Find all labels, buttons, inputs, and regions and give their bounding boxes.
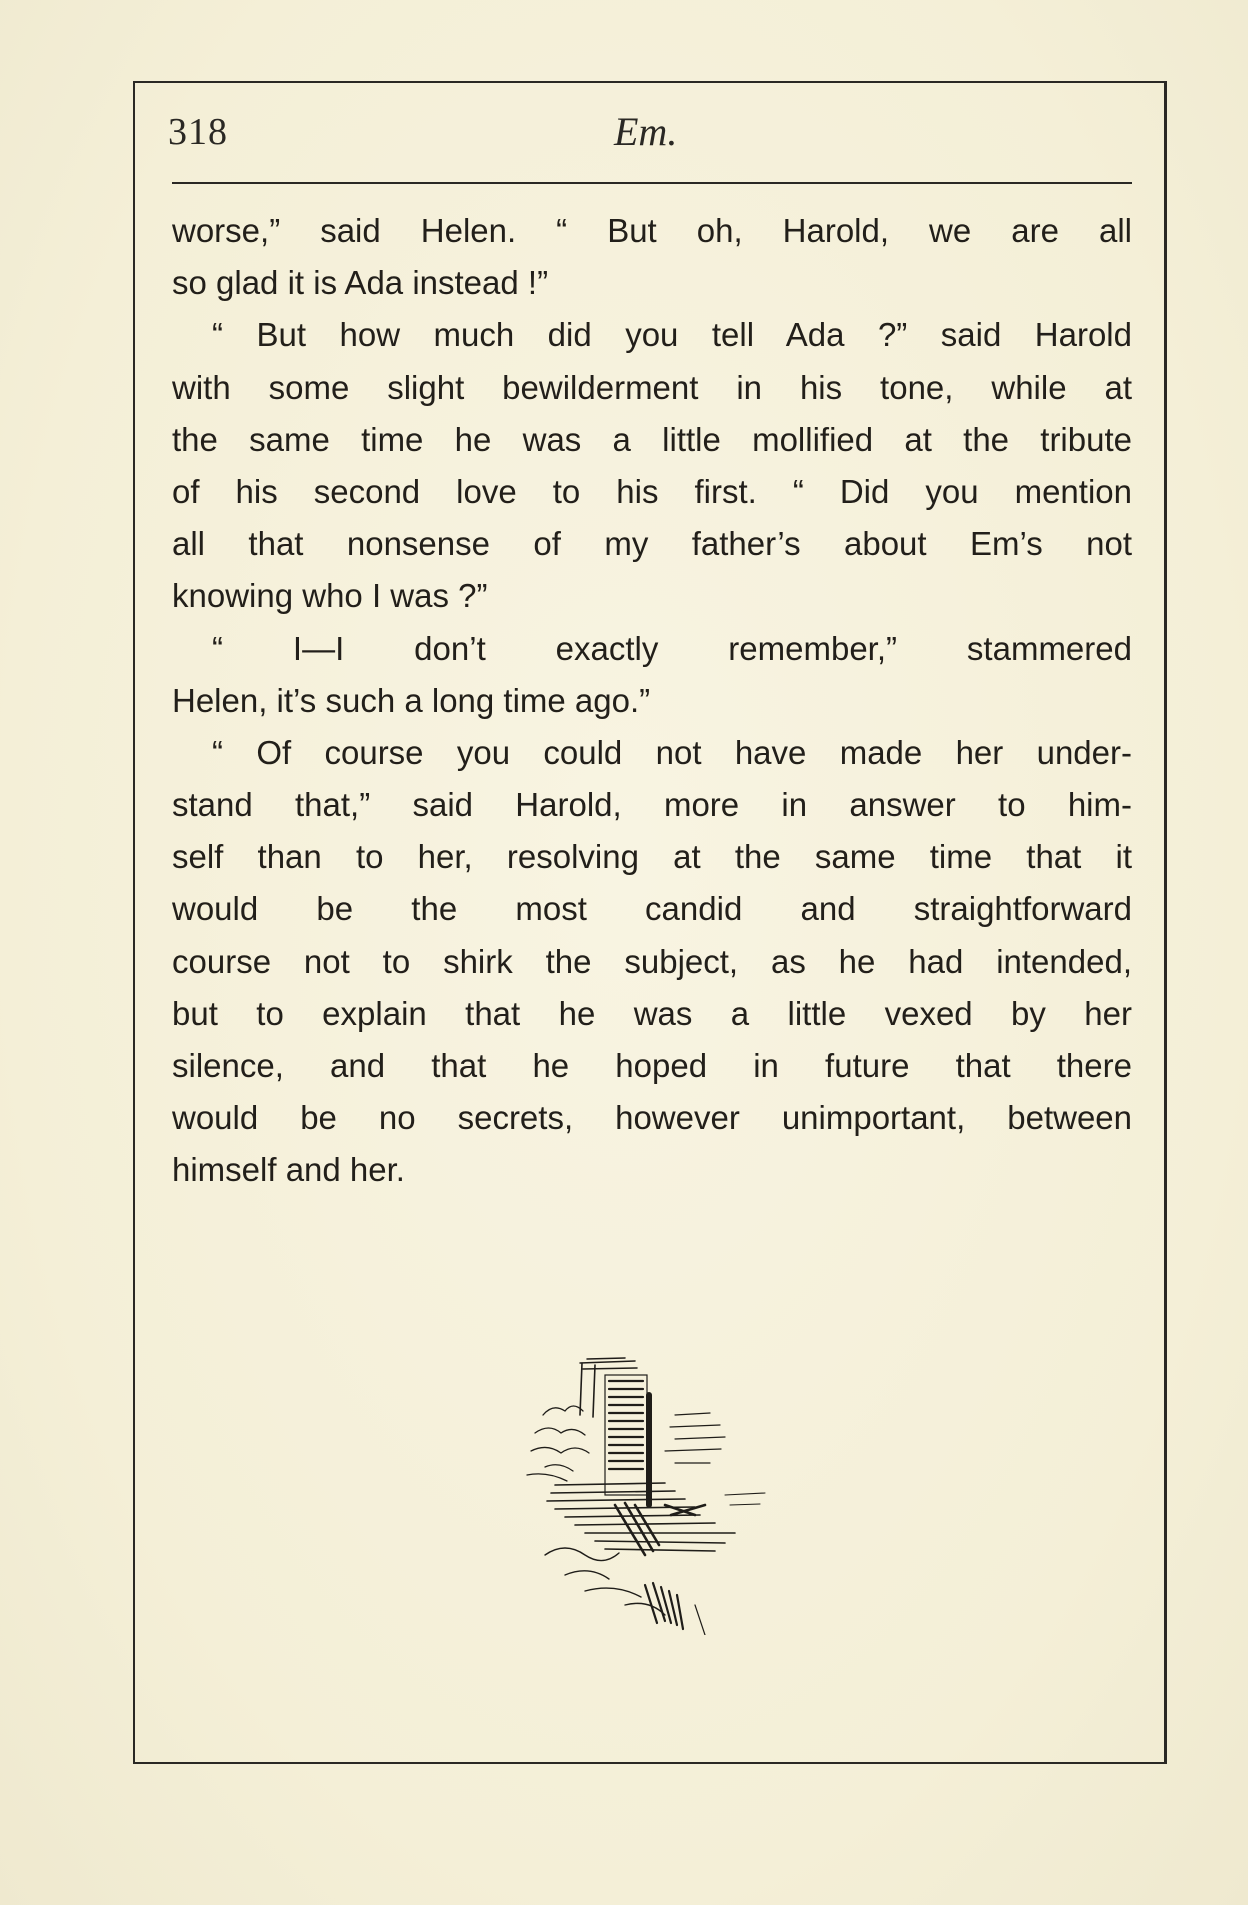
text-line: Helen, it’s such a long time ago.”	[172, 681, 651, 719]
text-line: worse,” said Helen. “ But oh, Harold, we are all	[172, 212, 1132, 249]
text-line: self than to her, resolving at the same time that it	[172, 838, 1132, 876]
text-line: “ I—I don’t exactly remember,” stammered	[212, 629, 1132, 667]
page-number: 318	[168, 111, 228, 153]
text-line: knowing who I was ?”	[172, 577, 488, 615]
header-rule	[172, 182, 1132, 184]
text-line: the same time he was a little mollified at the tribute	[172, 420, 1132, 458]
text-line: all that nonsense of my father’s about Em’s not	[172, 525, 1132, 563]
text-line: “ Of course you could not have made her under-	[212, 733, 1132, 771]
text-line: “ But how much did you tell Ada ?” said Harold	[212, 316, 1132, 354]
text-line: would be the most candid and straightforward	[172, 890, 1132, 928]
running-title: Em.	[614, 109, 678, 154]
tailpiece-vignette-ruin-icon	[525, 1355, 790, 1635]
text-line: stand that,” said Harold, more in answer to him-	[172, 786, 1132, 824]
text-line: would be no secrets, however unimportant, between	[172, 1099, 1132, 1137]
text-line: but to explain that he was a little vexed by her	[172, 994, 1132, 1032]
text-line: himself and her.	[172, 1151, 405, 1189]
text-line: of his second love to his first. “ Did you mention	[172, 472, 1132, 510]
text-line: course not to shirk the subject, as he had intended,	[172, 942, 1132, 980]
text-line: silence, and that he hoped in future that there	[172, 1047, 1132, 1084]
body-text	[172, 205, 1132, 1197]
text-line: with some slight bewilderment in his tone, while at	[172, 368, 1132, 406]
text-line: so glad it is Ada instead !”	[172, 264, 549, 302]
